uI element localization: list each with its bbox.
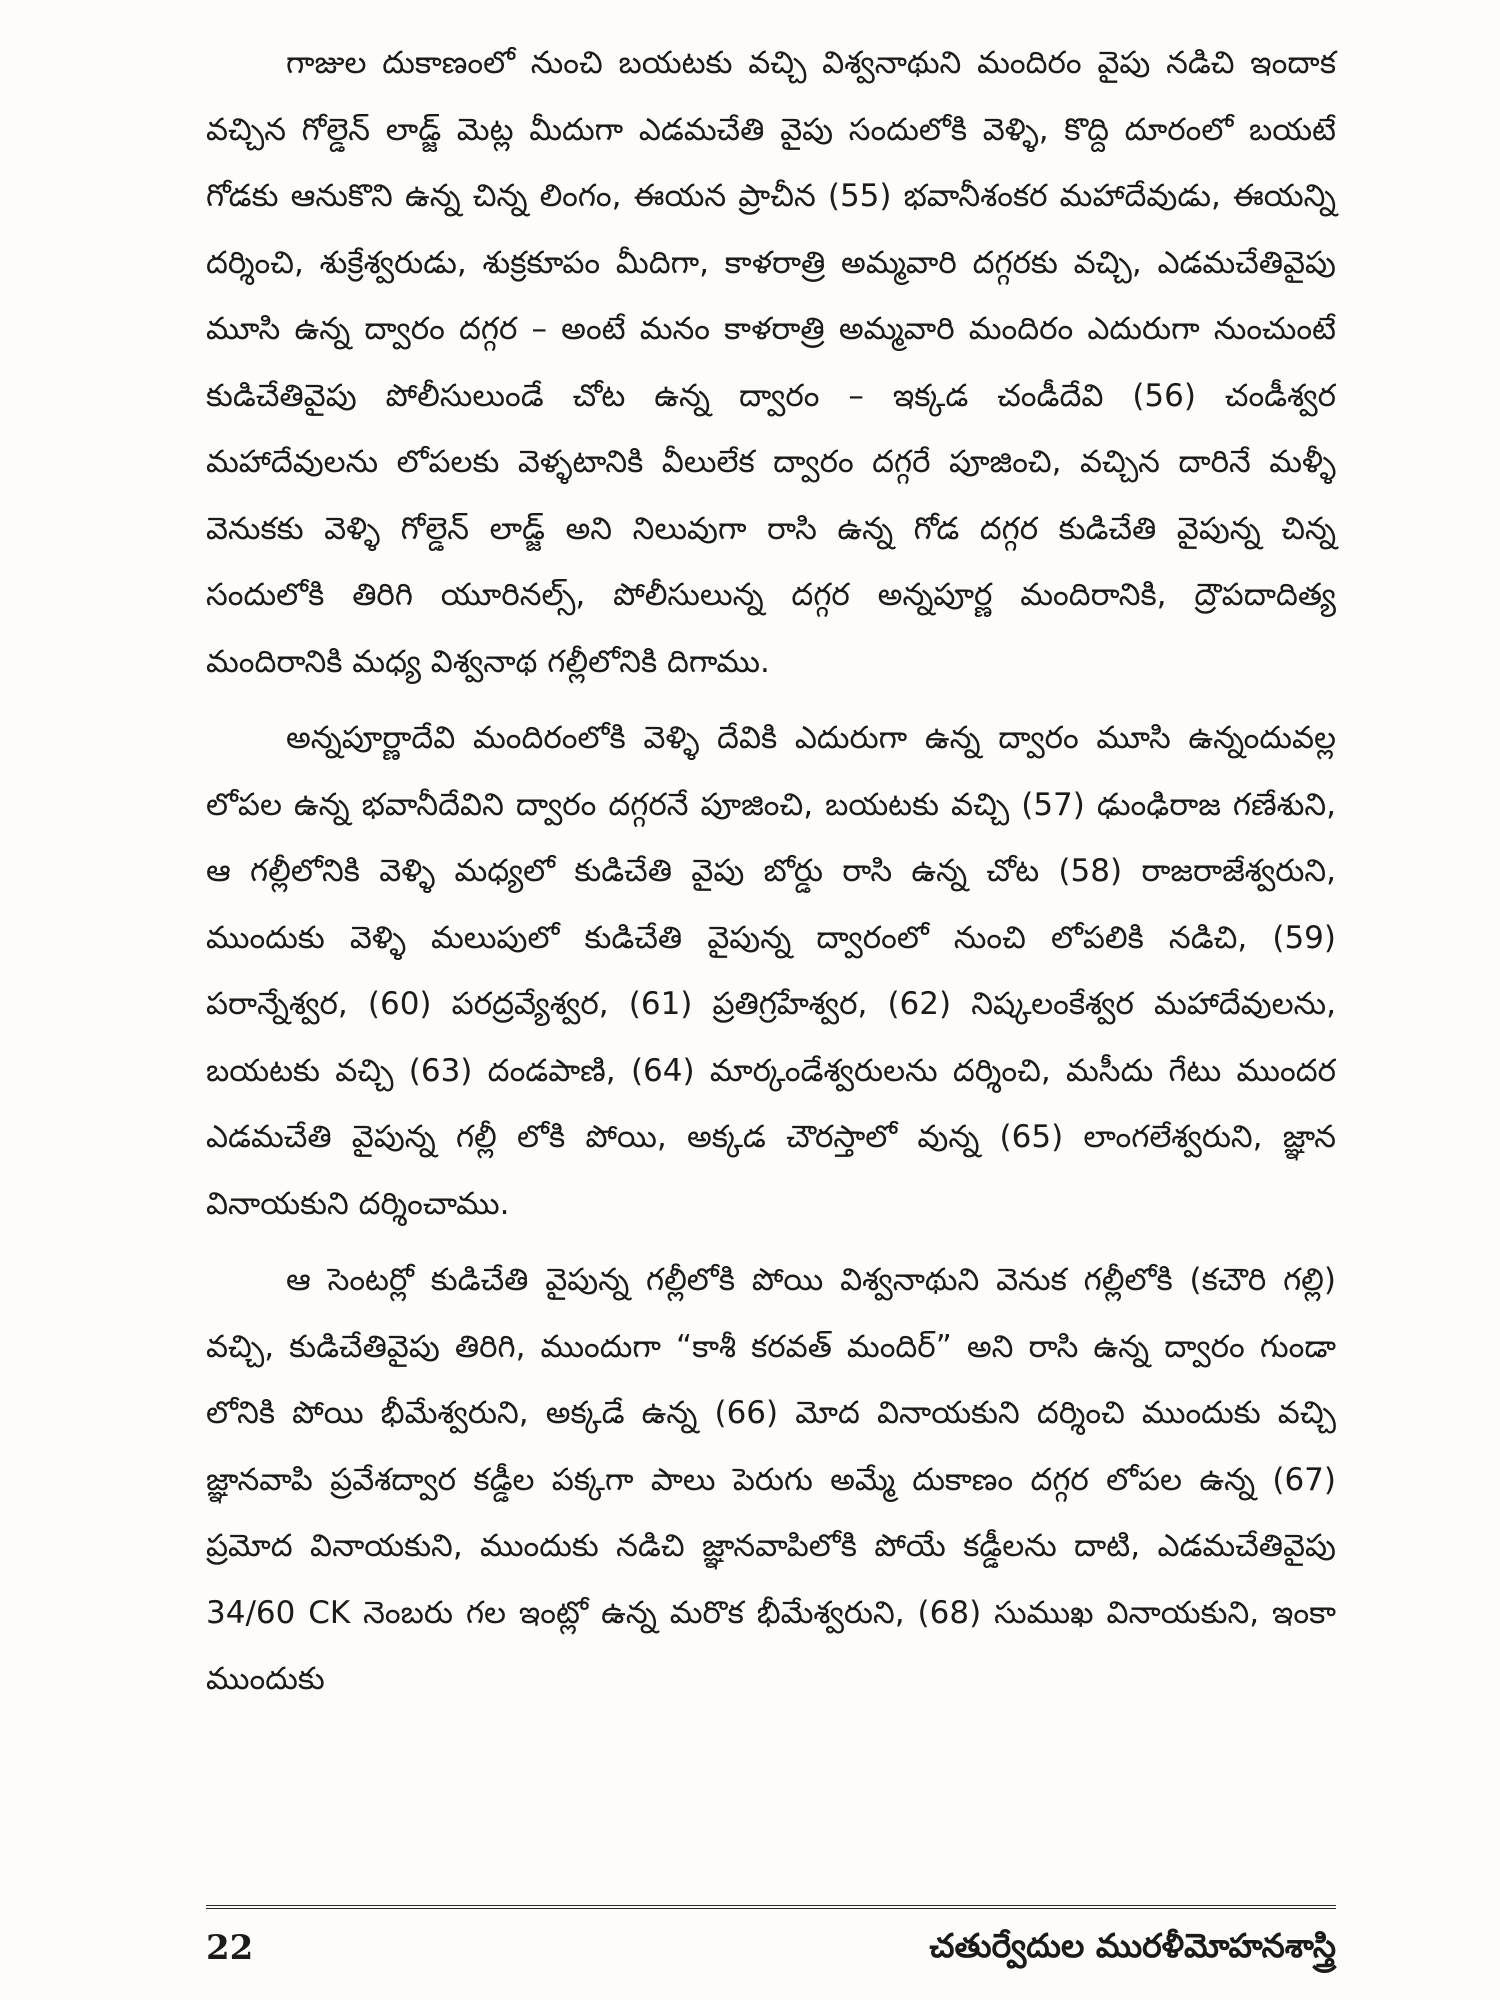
paragraph-2: అన్నపూర్ణాదేవి మందిరంలోకి వెళ్ళి దేవికి ఎదురుగా ఉన్న ద్వారం మూసి ఉన్నందువల్ల లోపల ఉన్న భవానీదేవిని ద్వారం దగ్గరనే పూజించి, బయటకు వచ్చి (57) ఢుంఢిరాజ గణేశుని, ఆ గల్లీలోనికి వెళ్ళి మధ్యలో కుడిచేతి వైపు బోర్డు రాసి ఉన్న చోట (58) రాజరాజేశ్వరుని, ముందుకు వెళ్ళి మలుపులో కుడిచేతి వైపున్న ద్వారంలో నుంచి లోపలికి నడిచి, (59) పరాన్నేశ్వర, (60) పరద్రవ్యేశ్వర, (61) ప్రతిగ్రహేశ్వర, (62) నిష్కలంకేశ్వర మహాదేవులను, బయటకు వచ్చి (63) దండపాణి, (64) మార్కండేశ్వరులను దర్శించి, మసీదు గేటు ముందర ఎడమచేతి వైపున్న గల్లీ లోకి పోయి, అక్కడ చౌరస్తాలో వున్న (65) లాంగలేశ్వరుని, జ్ఞాన వినాయకుని దర్శించాము. bbox=[206, 720, 1336, 1222]
footer-rule bbox=[206, 1905, 1336, 1909]
page-number: 22 bbox=[206, 1928, 254, 1968]
paragraph-1: గాజుల దుకాణంలో నుంచి బయటకు వచ్చి విశ్వనాథుని మందిరం వైపు నడిచి ఇందాక వచ్చిన గోల్డెన్ లాడ్జ్ మెట్ల మీదుగా ఎడమచేతి వైపు సందులోకి వెళ్ళి, కొద్ది దూరంలో బయటే గోడకు ఆనుకొని ఉన్న చిన్న లింగం, ఈయన ప్రాచీన (55) భవానీశంకర మహాదేవుడు, ఈయన్ని దర్శించి, శుక్రేశ్వరుడు, శుక్రకూపం మీదిగా, కాళరాత్రి అమ్మవారి దగ్గరకు వచ్చి, ఎడమచేతివైపు మూసి ఉన్న ద్వారం దగ్గర – అంటే మనం కాళరాత్రి అమ్మవారి మందిరం ఎదురుగా నుంచుంటే కుడిచేతివైపు పోలీసులుండే చోట ఉన్న ద్వారం – ఇక్కడ చండీదేవి (56) చండీశ్వర మహాదేవులను లోపలకు వెళ్ళటానికి వీలులేక ద్వారం దగ్గరే పూజించి, వచ్చిన దారినే మళ్ళీ వెనుకకు వెళ్ళి గోల్డెన్ లాడ్జ్ అని నిలువుగా రాసి ఉన్న గోడ దగ్గర కుడిచేతి వైపున్న చిన్న సందులోకి తిరిగి యూరినల్స్, పోలీసులున్న దగ్గర అన్నపూర్ణ మందిరానికి, ద్రౌపదాదిత్య మందిరానికి మధ్య విశ్వనాథ గల్లీలోనికి దిగాము. bbox=[206, 45, 1336, 680]
paragraph-3: ఆ సెంటర్లో కుడిచేతి వైపున్న గల్లీలోకి పోయి విశ్వనాథుని వెనుక గల్లీలోకి (కచౌరి గల్లి) వచ్చి, కుడిచేతివైపు తిరిగి, ముందుగా “కాశీ కరవత్ మందిర్” అని రాసి ఉన్న ద్వారం గుండా లోనికి పోయి భీమేశ్వరుని, అక్కడే ఉన్న (66) మోద వినాయకుని దర్శించి ముందుకు వచ్చి జ్ఞానవాపి ప్రవేశద్వార కడ్డీల పక్కగా పాలు పెరుగు అమ్మే దుకాణం దగ్గర లోపల ఉన్న (67) ప్రమోద వినాయకుని, ముందుకు నడిచి జ్ఞానవాపిలోకి పోయే కడ్డీలను దాటి, ఎడమచేతివైపు 34/60 CK నెంబరు గల ఇంట్లో ఉన్న మరొక భీమేశ్వరుని, (68) సుముఖ వినాయకుని, ఇంకా ముందుకు bbox=[206, 1262, 1336, 1697]
author-name: చతుర్వేదుల మురళీమోహనశాస్త్రి bbox=[929, 1926, 1336, 1965]
body-text bbox=[206, 30, 1336, 1723]
